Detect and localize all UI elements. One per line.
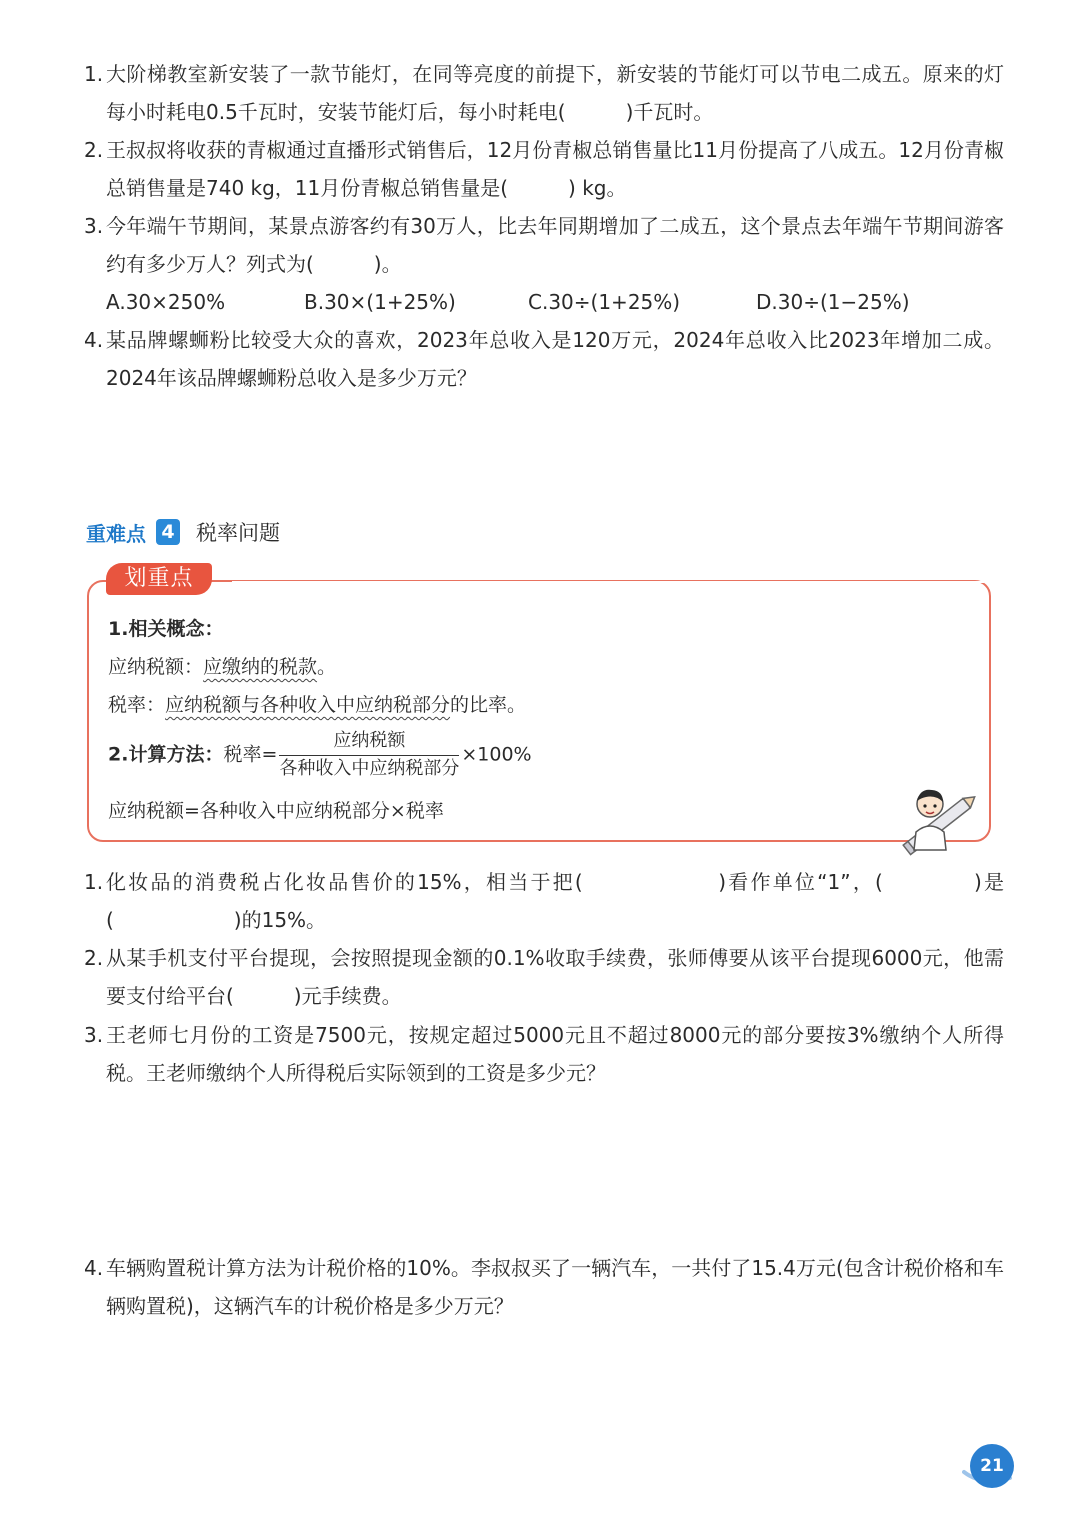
question-text: 大阶梯教室新安装了一款节能灯，在同等亮度的前提下，新安装的节能灯可以节电二成五。原来的灯每小时耗电0.5千瓦时，安装节能灯后，每小时耗电( )千瓦时。 bbox=[106, 62, 1004, 124]
question-b4 bbox=[84, 1249, 1004, 1325]
formula-rate bbox=[108, 728, 532, 782]
question-text: 从某手机支付平台提现，会按照提现金额的0.1%收取手续费，张师傅要从该平台提现6000元，他需要支付给平台( )元手续费。 bbox=[106, 946, 1004, 1008]
definition-tax-rate: 税率：应纳税额与各种收入中应纳税部分的比率。 bbox=[108, 694, 527, 716]
question-a1 bbox=[84, 55, 1004, 131]
key-points-label: 划重点 bbox=[106, 563, 212, 595]
question-text: 王叔叔将收获的青椒通过直播形式销售后，12月份青椒总销售量比11月份提高了八成五。12月份青椒总销售量是740 kg，11月份青椒总销售量是( ) kg。 bbox=[106, 138, 1004, 200]
question-text: 化妆品的消费税占化妆品售价的15%，相当于把( )看作单位“1”，( )是( )的15%。 bbox=[106, 870, 1004, 932]
question-a2 bbox=[84, 131, 1004, 207]
definition-term: 税率： bbox=[108, 694, 166, 716]
question-text: 某品牌螺蛳粉比较受大众的喜欢，2023年总收入是120万元，2024年总收入比2023年增加二成。2024年该品牌螺蛳粉总收入是多少万元？ bbox=[106, 328, 1004, 390]
formula-fraction bbox=[279, 728, 459, 782]
section-title: 税率问题 bbox=[196, 521, 280, 545]
definition-tax-amount: 应纳税额：应缴纳的税款。 bbox=[108, 656, 337, 678]
section-number-badge: 4 bbox=[156, 519, 180, 545]
question-number: 4. bbox=[84, 1256, 104, 1280]
option-c[interactable]: C.30÷(1+25%) bbox=[528, 290, 681, 314]
question-text: 今年端午节期间，某景点游客约有30万人，比去年同期增加了二成五，这个景点去年端午节期间游客约有多少万人？列式为( )。 bbox=[106, 214, 1004, 276]
method-heading: 2.计算方法： bbox=[108, 743, 224, 766]
page-number: 21 bbox=[970, 1444, 1014, 1488]
definition-text: 应纳税额与各种收入中应纳税部分 bbox=[165, 694, 451, 716]
question-number: 3. bbox=[84, 1023, 104, 1047]
definition-text: 应缴纳的税款 bbox=[203, 656, 318, 678]
question-number: 2. bbox=[84, 138, 104, 162]
section-header bbox=[86, 516, 280, 548]
option-d[interactable]: D.30÷(1−25%) bbox=[756, 290, 910, 314]
question-number: 3. bbox=[84, 214, 104, 238]
question-number: 2. bbox=[84, 946, 104, 970]
question-text: 王老师七月份的工资是7500元，按规定超过5000元且不超过8000元的部分要按3%缴纳个人所得税。王老师缴纳个人所得税后实际领到的工资是多少元？ bbox=[106, 1023, 1004, 1085]
option-a[interactable]: A.30×250% bbox=[106, 290, 226, 314]
question-number: 1. bbox=[84, 870, 104, 894]
formula-rhs: ×100% bbox=[461, 743, 532, 766]
question-text: 车辆购置税计算方法为计税价格的10%。李叔叔买了一辆汽车，一共付了15.4万元(包含计税价格和车辆购置税)，这辆汽车的计税价格是多少万元？ bbox=[106, 1256, 1004, 1318]
fraction-denominator: 各种收入中应纳税部分 bbox=[279, 758, 460, 779]
question-b2 bbox=[84, 939, 1004, 1015]
question-b3 bbox=[84, 1016, 1004, 1092]
formula-lhs: 税率= bbox=[223, 743, 278, 766]
fraction-numerator: 应纳税额 bbox=[279, 728, 459, 756]
option-b[interactable]: B.30×(1+25%) bbox=[304, 290, 456, 314]
question-number: 1. bbox=[84, 62, 104, 86]
definition-term: 应纳税额： bbox=[108, 656, 204, 678]
question-a3 bbox=[84, 207, 1004, 283]
formula-tax-amount: 应纳税额=各种收入中应纳税部分×税率 bbox=[108, 800, 444, 822]
question-b1 bbox=[84, 863, 1004, 939]
section-tag: 重难点 bbox=[86, 521, 146, 546]
pencil-boy-illustration bbox=[896, 780, 984, 858]
question-number: 4. bbox=[84, 328, 104, 352]
concept-heading: 1.相关概念： bbox=[108, 618, 224, 640]
question-a4 bbox=[84, 321, 1004, 397]
answer-options bbox=[106, 283, 986, 321]
key-points-gap bbox=[232, 581, 984, 583]
